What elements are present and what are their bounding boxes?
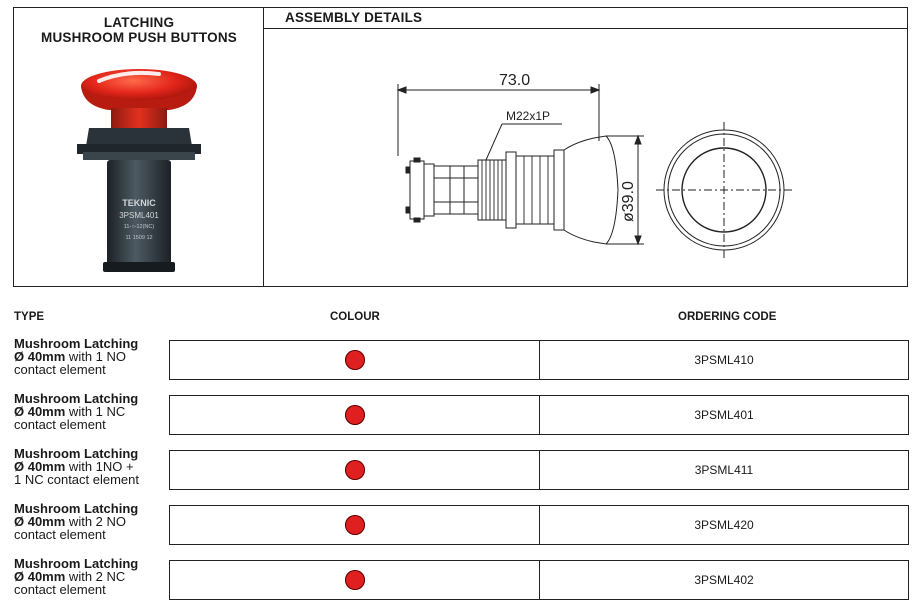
row-cells xyxy=(169,560,909,600)
table-row xyxy=(0,337,923,392)
assembly-title: ASSEMBLY DETAILS xyxy=(285,10,423,25)
brand-marking: TEKNIC xyxy=(122,198,156,208)
red-colour-swatch xyxy=(345,405,365,425)
product-title xyxy=(14,15,264,45)
red-colour-swatch xyxy=(345,570,365,590)
ordering-code: 3PSML410 xyxy=(694,353,754,367)
type-description: Mushroom Latching Ø 40mm with 2 NC contact element xyxy=(14,556,139,597)
row-cells xyxy=(169,395,909,435)
table-row xyxy=(0,557,923,612)
type-description: Mushroom Latching Ø 40mm with 1 NO contact element xyxy=(14,336,139,377)
column-header-colour: COLOUR xyxy=(330,311,380,323)
product-header-frame xyxy=(13,7,908,287)
ordering-code: 3PSML420 xyxy=(694,518,754,532)
assembly-drawing xyxy=(394,66,794,266)
red-actuator-stem xyxy=(111,108,167,130)
product-cell xyxy=(14,8,264,286)
table-row xyxy=(0,502,923,557)
column-header-type: TYPE xyxy=(14,311,45,323)
column-header-ordering-code: ORDERING CODE xyxy=(678,311,777,323)
table-row xyxy=(0,447,923,502)
diameter-dimension-label: ø39.0 xyxy=(620,181,637,222)
thread-label: M22x1P xyxy=(506,109,551,123)
table-row xyxy=(0,392,923,447)
ordering-code: 3PSML402 xyxy=(694,573,754,587)
type-description: Mushroom Latching Ø 40mm with 2 NO contact element xyxy=(14,501,139,542)
assembly-header xyxy=(264,8,907,29)
model-marking: 3PSML401 xyxy=(119,211,159,220)
ordering-code: 3PSML411 xyxy=(694,463,754,477)
red-colour-swatch xyxy=(345,515,365,535)
red-colour-swatch xyxy=(345,460,365,480)
length-dimension-label: 73.0 xyxy=(499,72,531,89)
product-photo xyxy=(69,66,209,281)
red-colour-swatch xyxy=(345,350,365,370)
ordering-code: 3PSML401 xyxy=(694,408,754,422)
type-description: Mushroom Latching Ø 40mm with 1 NC contact element xyxy=(14,391,139,432)
row-cells xyxy=(169,450,909,490)
type-description: Mushroom Latching Ø 40mm with 1NO + 1 NC contact element xyxy=(14,446,140,487)
terminal-numbers: 11 1509 12 xyxy=(125,235,153,241)
product-title-line1: LATCHING xyxy=(103,15,175,30)
row-cells xyxy=(169,505,909,545)
product-title-line2: MUSHROOM PUSH BUTTONS xyxy=(41,30,237,45)
terminal-marking: 11-○-12(NC) xyxy=(123,224,155,230)
row-cells xyxy=(169,340,909,380)
